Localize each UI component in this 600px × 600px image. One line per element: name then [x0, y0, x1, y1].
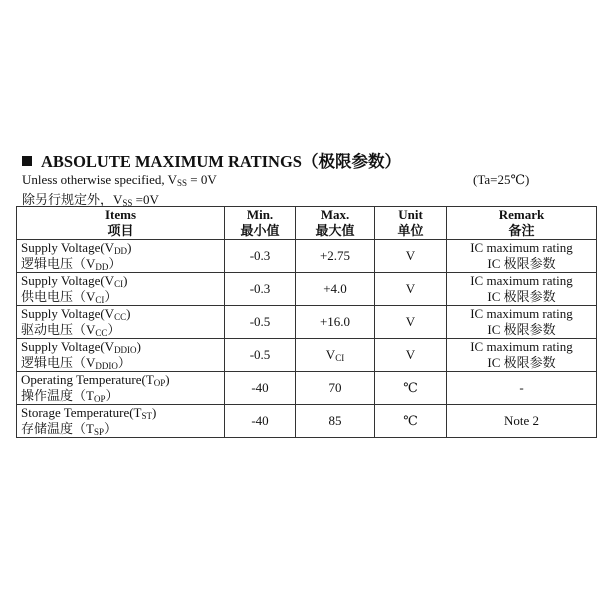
table-row — [17, 306, 597, 339]
max-cell: 85 — [296, 405, 375, 438]
header-remark: Remark 备注 — [447, 207, 597, 240]
condition-line-en: Unless otherwise specified, $V_{SS} = 0V$ — [22, 172, 217, 188]
remark-cell: IC maximum rating IC 极限参数 — [447, 306, 597, 339]
max-cell: $V_{CI}$ — [296, 339, 375, 372]
remark-cell: IC maximum rating IC 极限参数 — [447, 240, 597, 273]
item-cell: Operating $Temperature(T_{OP})$ 操作温度$(T_{OP})$ — [17, 372, 225, 405]
item-cell: Supply $Voltage(V_{DD})$ 逻辑电压$(V_{DD})$ — [17, 240, 225, 273]
min-cell: -0.3 — [225, 273, 296, 306]
unit-cell: ℃ — [375, 372, 447, 405]
min-cell: -0.3 — [225, 240, 296, 273]
item-cell: Storage $Temperature(T_{ST})$ 存储温度$(T_{SP})$ — [17, 405, 225, 438]
max-cell: +2.75 — [296, 240, 375, 273]
header-max: Max. 最大值 — [296, 207, 375, 240]
unit-cell: ℃ — [375, 405, 447, 438]
max-cell: +4.0 — [296, 273, 375, 306]
unit-cell: V — [375, 306, 447, 339]
table-row — [17, 405, 597, 438]
max-cell: 70 — [296, 372, 375, 405]
min-cell: -0.5 — [225, 339, 296, 372]
item-cell: Supply $Voltage(V_{DDIO})$ 逻辑电压$(V_{DDIO})$ — [17, 339, 225, 372]
remark-cell: IC maximum rating IC 极限参数 — [447, 339, 597, 372]
table-row — [17, 240, 597, 273]
header-unit: Unit 单位 — [375, 207, 447, 240]
section-title: ABSOLUTE MAXIMUM RATINGS（极限参数） — [41, 152, 401, 171]
max-cell: +16.0 — [296, 306, 375, 339]
ambient-temperature: (Ta=25℃) — [473, 172, 530, 187]
condition-line-cn: 除另行规定外，$V_{SS} =0V$ — [22, 192, 159, 208]
table-row — [17, 339, 597, 372]
item-cell: Supply $Voltage(V_{CC})$ 驱动电压$(V_{CC})$ — [17, 306, 225, 339]
min-cell: -0.5 — [225, 306, 296, 339]
table-row — [17, 273, 597, 306]
header-items: Items 项目 — [17, 207, 225, 240]
remark-cell: - — [447, 372, 597, 405]
min-cell: -40 — [225, 405, 296, 438]
table-header-row — [17, 207, 597, 240]
black-square-icon — [22, 156, 32, 166]
section-heading — [22, 148, 401, 172]
unit-cell: V — [375, 339, 447, 372]
ratings-table — [16, 206, 597, 438]
table-row — [17, 372, 597, 405]
remark-cell: IC maximum rating IC 极限参数 — [447, 273, 597, 306]
unit-cell: V — [375, 273, 447, 306]
header-min: Min. 最小值 — [225, 207, 296, 240]
min-cell: -40 — [225, 372, 296, 405]
unit-cell: V — [375, 240, 447, 273]
remark-cell: Note 2 — [447, 405, 597, 438]
item-cell: Supply $Voltage(V_{CI})$ 供电电压$(V_{CI})$ — [17, 273, 225, 306]
